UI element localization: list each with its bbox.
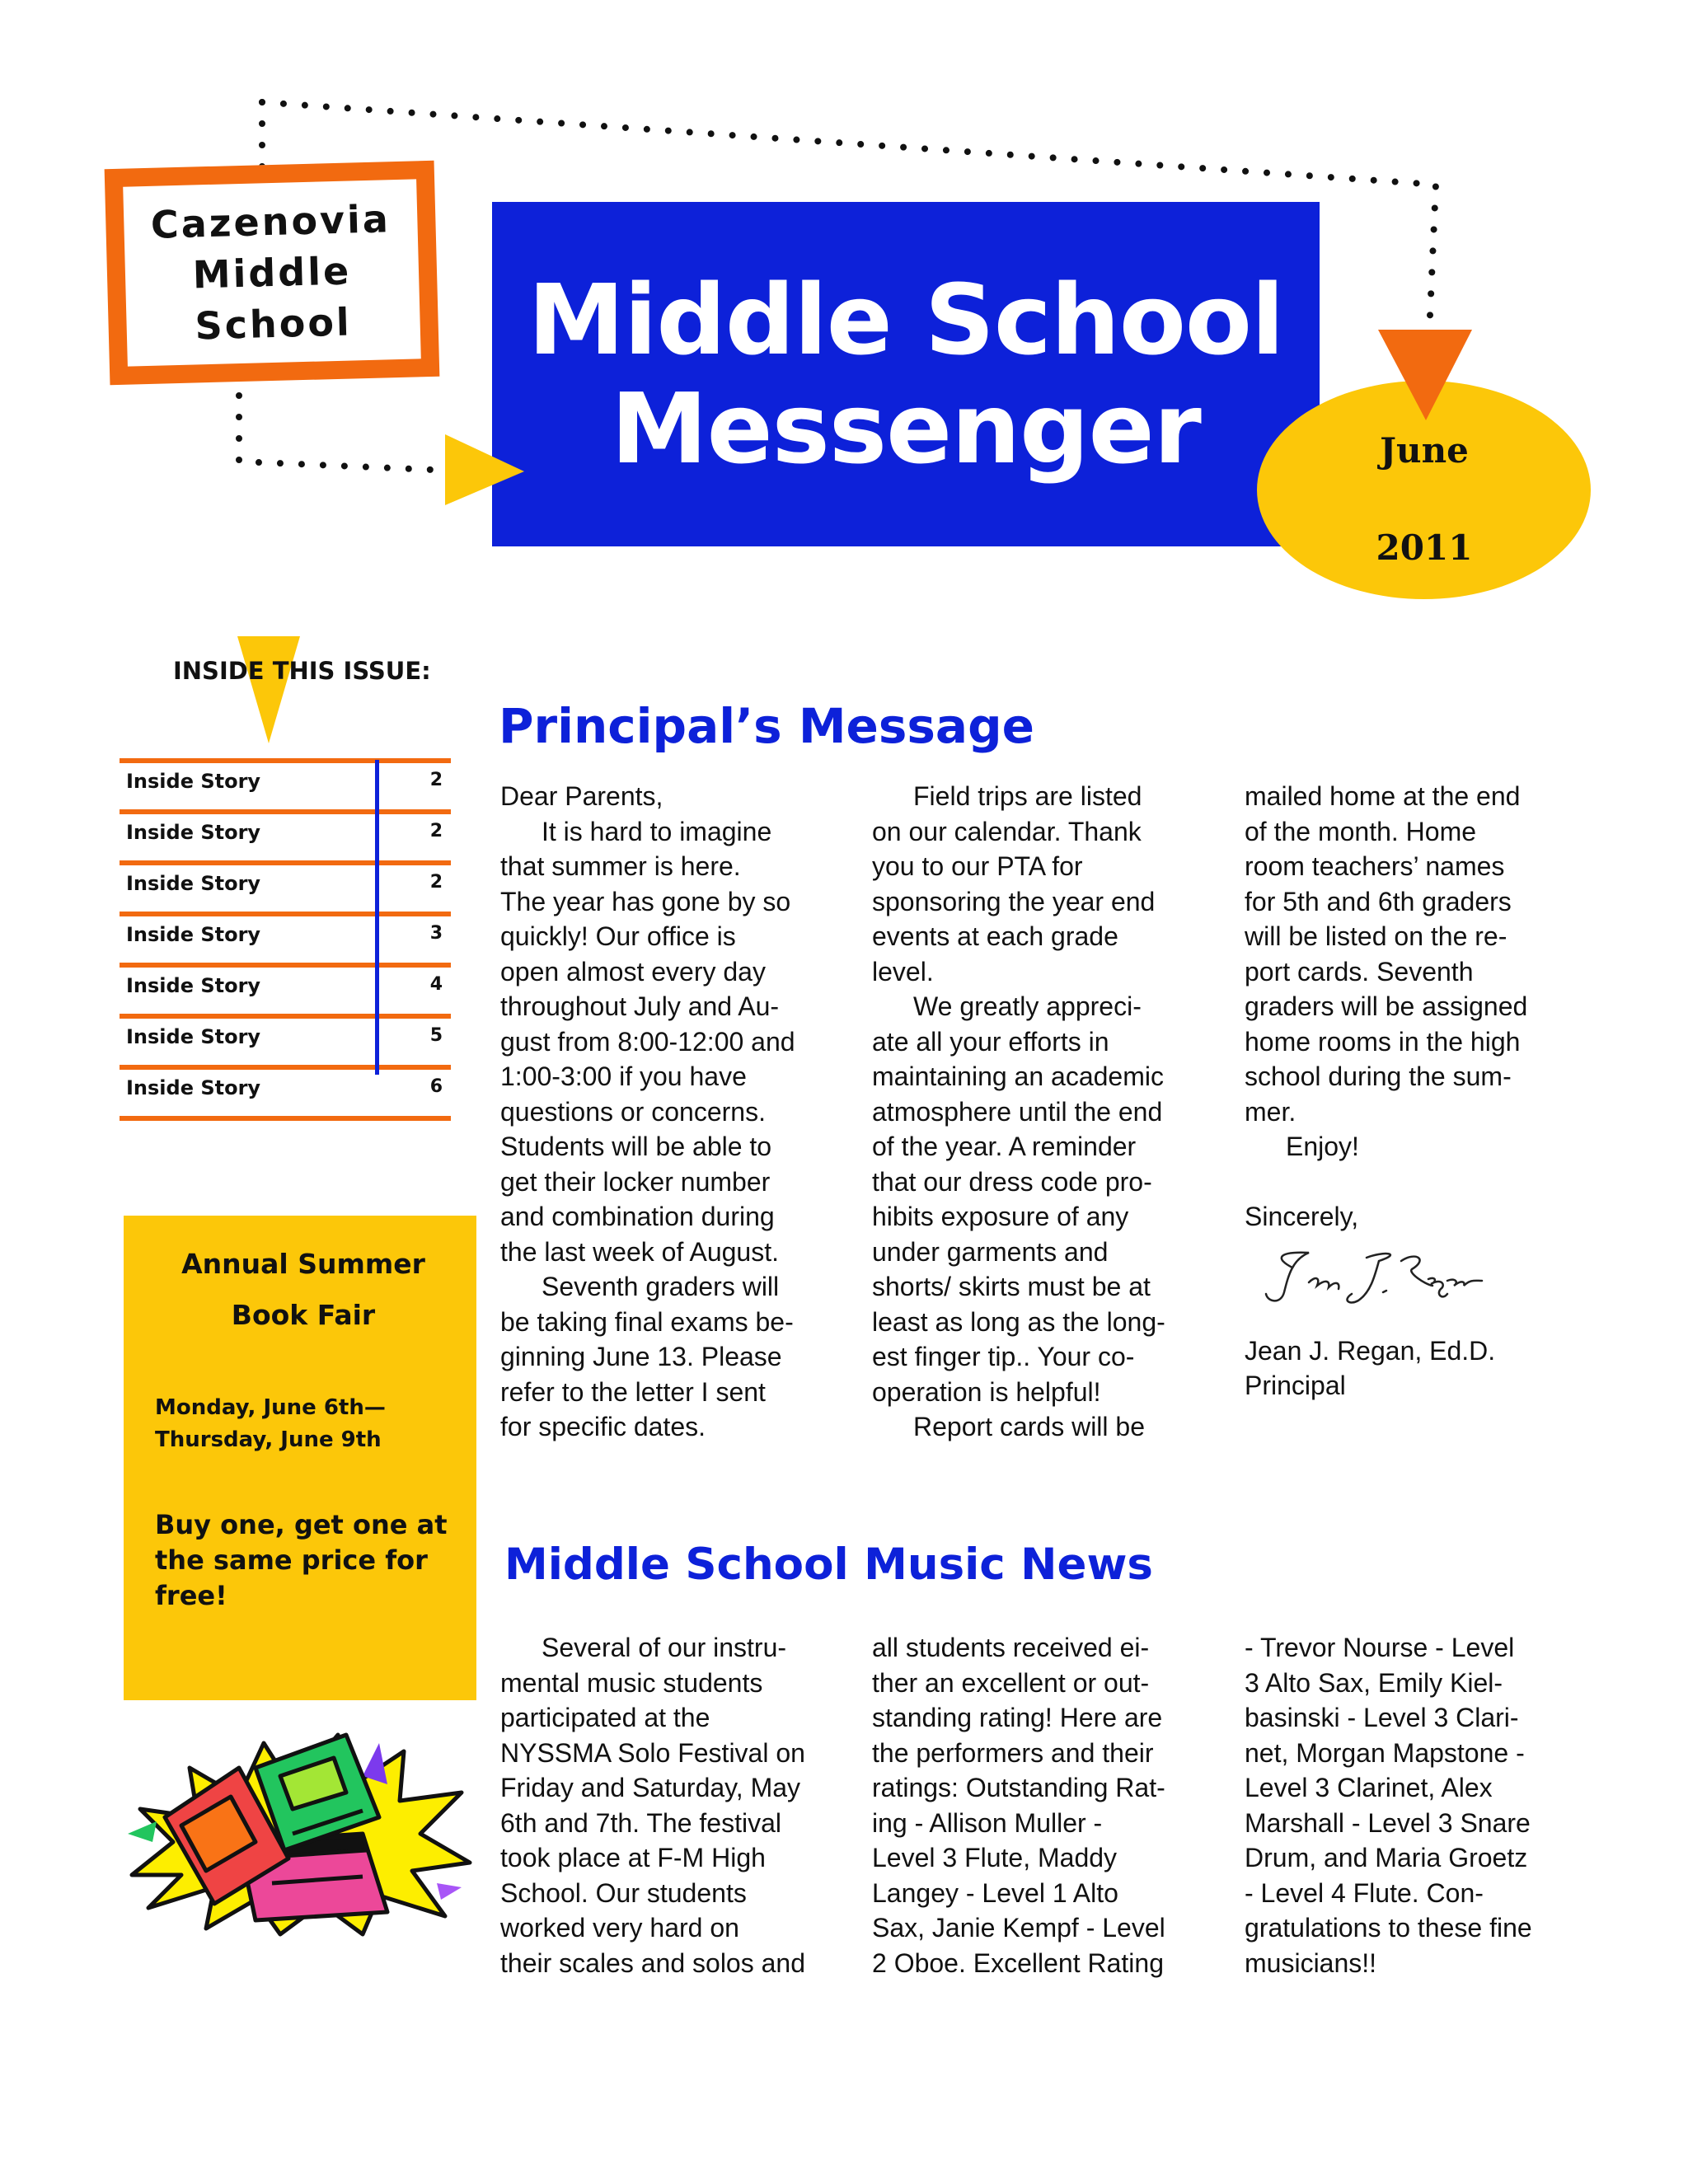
greeting: Dear Parents, [500, 781, 663, 811]
toc-row[interactable] [120, 1065, 451, 1121]
toc-row[interactable] [120, 809, 451, 860]
paragraph: Seventh graders will be taking final exams be- ginning June 13. Please refer to the letter I sent for specific dates. [500, 1272, 794, 1441]
table-of-contents [120, 758, 451, 1121]
book-fair-dates [155, 1392, 452, 1456]
paragraph: We greatly appreci- ate all your efforts in maintaining an academic atmosphere until the end of the year. A reminder that our dress code pro- hibits exposure of any under garments and shorts/ skirts must be at least as long as the long- est finger tip.. Your co- operation is helpful! [872, 991, 1165, 1407]
school-name: Cazenovia Middle School [150, 196, 392, 349]
principal-column-2 [872, 779, 1202, 1445]
paragraph: all students received ei- ther an excellent or out- standing rating! Here are the performers and their ratings: Outstanding Rat- ing - Allison Muller - Level 3 Flute, Maddy Langey - Level 1 Alto Sax, Janie Kempf - Level 2 Oboe. Excellent Rating [872, 1633, 1165, 1978]
book-fair-dates-line1: Monday, June 6th— [155, 1395, 386, 1420]
toc-divider [375, 760, 379, 1075]
book-fair-dates-line2: Thursday, June 9th [155, 1427, 382, 1452]
toc-page-number: 5 [429, 1025, 443, 1046]
toc-label: Inside Story [126, 770, 261, 793]
signer-name: Jean J. Regan, Ed.D. [1245, 1335, 1496, 1366]
toc-page-number: 4 [429, 974, 443, 995]
toc-label: Inside Story [126, 923, 261, 946]
issue-month: June [1380, 430, 1469, 471]
masthead-title-line1: Middle School [528, 263, 1284, 377]
toc-row[interactable] [120, 963, 451, 1014]
paragraph: - Trevor Nourse - Level 3 Alto Sax, Emily Kiel- basinski - Level 3 Clari- net, Morgan Mapstone - Level 3 Clarinet, Alex Marshall - Level 3 Snare Drum, and Maria Groetz - Level 4 Flute. Con- gratulations to these fine musicians!! [1245, 1633, 1532, 1978]
triangle-right-icon [445, 434, 536, 509]
toc-row[interactable] [120, 912, 451, 963]
book-fair-box [124, 1216, 476, 1700]
signer-title: Principal [1245, 1371, 1346, 1400]
masthead-title-line2: Messenger [611, 372, 1201, 485]
signature-area [1245, 1235, 1574, 1333]
paragraph: It is hard to imagine that summer is here. The year has gone by so quickly! Our office is open almost every day throughout July and Au- gust from 8:00-12:00 and 1:00-3:00 if you have questions or concerns. Students will be able to get their locker number and combination during the last week of August. [500, 816, 795, 1267]
music-news-headline: Middle School Music News [504, 1540, 1153, 1590]
toc-label: Inside Story [126, 1025, 261, 1048]
principal-column-1 [500, 779, 830, 1445]
school-name-box [105, 161, 440, 385]
toc-page-number: 2 [429, 872, 443, 893]
book-fair-title-line2: Book Fair [231, 1299, 376, 1331]
toc-label: Inside Story [126, 974, 261, 997]
handwritten-signature [1259, 1243, 1490, 1317]
book-fair-offer: Buy one, get one at the same price for free! [155, 1509, 448, 1611]
toc-label: Inside Story [126, 872, 261, 895]
music-column-3 [1245, 1630, 1574, 1980]
inside-this-issue-heading: INSIDE THIS ISSUE: [173, 657, 431, 685]
paragraph: mailed home at the end of the month. Home room teachers’ names for 5th and 6th graders will be listed on the re- port cards. Seventh graders will be assigned home rooms in the high school during the sum- mer. [1245, 781, 1528, 1127]
toc-row[interactable] [120, 758, 451, 809]
triangle-down-small-icon [237, 636, 303, 752]
music-column-2 [872, 1630, 1202, 1980]
toc-row[interactable] [120, 860, 451, 912]
music-column-1 [500, 1630, 830, 1980]
masthead-title-box [492, 202, 1320, 546]
principal-message-headline: Principal’s Message [499, 698, 1034, 754]
toc-page-number: 6 [429, 1076, 443, 1097]
closing-enjoy: Enjoy! [1286, 1132, 1359, 1161]
toc-label: Inside Story [126, 1076, 261, 1099]
toc-label: Inside Story [126, 821, 261, 844]
toc-page-number: 2 [429, 770, 443, 790]
toc-page-number: 2 [429, 821, 443, 841]
paragraph: Field trips are listed on our calendar. Thank you to our PTA for sponsoring the year end events at each grade level. [872, 781, 1156, 987]
stack-of-books-icon [115, 1718, 478, 1941]
book-fair-title-line1: Annual Summer [181, 1248, 425, 1280]
triangle-down-icon [1378, 330, 1477, 424]
toc-page-number: 3 [429, 923, 443, 944]
paragraph: Report cards will be [913, 1412, 1145, 1441]
toc-row[interactable] [120, 1014, 451, 1065]
issue-year: 2011 [1376, 527, 1473, 568]
principal-column-3 [1245, 779, 1574, 1404]
closing-sincerely: Sincerely, [1245, 1202, 1359, 1231]
paragraph: Several of our instru- mental music students participated at the NYSSMA Solo Festival on Friday and Saturday, May 6th and 7th. The festival took place at F-M High School. Our students worked very hard on their scales and solos and [500, 1633, 805, 1978]
